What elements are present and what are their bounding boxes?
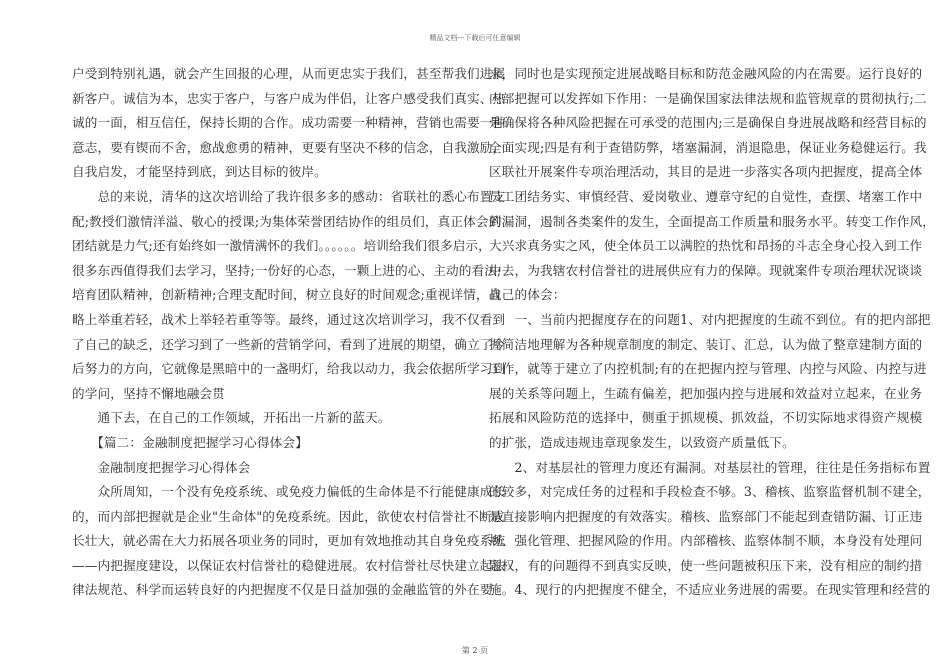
left-column-line: 【篇二：金融制度把握学习心得体会】	[72, 434, 308, 450]
left-column-line: 总的来说，清华的这次培训给了我许很多多的感动：省联社的悉心布置支	[72, 188, 506, 204]
left-column-line: 意志，要有锲而不舍，愈战愈勇的精神，更要有坚决不移的信念，自我激励，	[72, 139, 506, 155]
right-column	[489, 62, 936, 603]
right-column-line: 自己的体会：	[489, 287, 566, 303]
page-header: 精品文档---下载后可任意编辑	[429, 34, 521, 42]
right-column-line: 题权，有的问题得不到真实反映，使一些问题被积压下来，没有相应的制约措	[489, 557, 923, 573]
right-column-line: 的扩张，造成违规违章现象发生，以致资产质量低下。	[489, 434, 795, 450]
left-column-line: 自我启发，才能坚持到底，到达目标的彼岸。	[72, 164, 327, 180]
page-number: 第 2 页	[461, 646, 489, 655]
right-column-line: 展的关系等问题上，生疏有偏差，把加强内控与进展和效益对立起来，在业务	[489, 385, 923, 401]
left-column-line: 新客户。诚信为本，忠实于客户，与客户成为伴侣，让客户感受我们真实、热	[72, 90, 506, 106]
right-column-line: 中去，为我辖农村信誉社的进展供应有力的保障。现就案件专项治理状况谈谈	[489, 262, 923, 278]
right-column-line: 大兴求真务实之风，使全体员工以满腔的热忱和昂扬的斗志全身心投入到工作	[489, 238, 923, 254]
left-column-line: 长壮大，就必需在大力拓展各项业务的同时，更加有效地推动其自身免疫系统	[72, 533, 506, 549]
left-column-line: 的，而内部把握就是企业"生命体"的免疫系统。因此，欲使农村信誉社不断成	[72, 508, 505, 524]
left-column-line: 配;教授们激情洋溢、敬心的授课;为集体荣誉团结协作的组员们，真正体会到	[72, 213, 502, 229]
right-column-line: 内部把握可以发挥如下作用：一是确保国家法律法规和监管规章的贯彻执行;二	[489, 90, 927, 106]
left-column-line: 后努力的方向，它就像是黑暗中的一盏明灯，给我以动力，我会依据所学习到	[72, 361, 506, 377]
left-column-line: 培育团队精神，创新精神;合理支配时间，树立良好的时间观念;重视详情，战	[72, 287, 502, 303]
left-column-line: ——内把握度建设，以保证农村信誉社的稳健进展。农村信誉社尽快建立起法	[72, 557, 506, 573]
right-column-line: 施。4、现行的内把握度不健全，不适应业务进展的需要。在现实管理和经营的	[489, 582, 931, 598]
right-column-line: 的漏洞，遏制各类案件的发生，全面提高工作质量和服务水平。转变工作作风，	[489, 213, 936, 229]
left-column-line: 律法规范、科学而运转良好的内把握度不仅是日益加强的金融监管的外在要	[72, 582, 493, 598]
left-column-line: 金融制度把握学习心得体会	[72, 459, 251, 475]
left-column-line: 户受到特别礼遇，就会产生回报的心理，从而更忠实于我们，甚至帮我们进展	[72, 66, 506, 81]
left-column-line: 诚的一面，相互信任，保持长期的合作。成功需要一种精神，营销也需要一种	[72, 115, 506, 131]
left-column-line: 的学问，坚持不懈地融会贯	[72, 385, 225, 401]
left-column-line: 通下去，在自己的工作领域，开拓出一片新的蓝天。	[72, 410, 391, 426]
right-column-line: 员工团结务实、审慎经营、爱岗敬业、遵章守纪的自觉性，查摆、堵塞工作中	[489, 188, 923, 204]
right-column-line: 是确保将各种风险把握在可承受的范围内;三是确保自身进展战略和经营目标的	[489, 115, 927, 131]
right-column-line: 规、强化管理、把握风险的作用。内部稽核、监察体制不顺，本身没有处理问	[489, 533, 923, 549]
right-column-line: 的较多，对完成任务的过程和手段检查不够。3、稽核、监察监督机制不建全，	[489, 484, 931, 500]
left-column	[72, 62, 506, 603]
right-column-line: 拓展和风险防范的选择中，侧重于抓规模、抓效益，不切实际地求得资产规模	[489, 410, 923, 426]
right-column-line: 全面实现;四是有利于查错防弊，堵塞漏洞，消退隐患，保证业务稳健运行。我	[489, 139, 927, 155]
right-column-line: 握简洁地理解为各种规章制度的制定、装订、汇总，认为做了整章建制方面的	[489, 336, 923, 352]
left-column-line: 略上举重若轻，战术上举轻若重等等。最终，通过这次培训学习，我不仅看到	[72, 311, 506, 327]
right-column-line: 区联社开展案件专项治理活动，其目的是进一步落实各项内把握度，提高全体	[489, 164, 923, 180]
left-column-line: 了自己的缺乏，还学习到了一些新的营销学问，看到了进展的期望，确立了今	[72, 336, 506, 352]
right-column-line: 求，同时也是实现预定进展战略目标和防范金融风险的内在需要。运行良好的	[489, 66, 923, 81]
right-column-line: 一、当前内把握度存在的问题1、对内把握度的生疏不到位。有的把内部把	[489, 311, 931, 327]
right-column-line: 是直接影响内把握度的有效落实。稽核、监察部门不能起到查错防漏、订正违	[489, 508, 923, 524]
right-column-line: 2、对基层社的管理力度还有漏洞。对基层社的管理，往往是任务指标布置	[489, 459, 931, 475]
right-column-line: 工作，就等于建立了内控机制;有的在把握内控与管理、内控与风险、内控与进	[489, 361, 927, 377]
left-column-line: 众所周知，一个没有免疫系统、或免疫力偏低的生命体是不行能健康成长	[72, 484, 506, 500]
left-column-line: 团结就是力气;还有始终如一激情满怀的我们。。。。。。培训给我们很多启示，	[72, 238, 491, 254]
left-column-line: 很多东西值得我们去学习，坚持;一份好的心态，一颗上进的心、主动的看法;	[72, 262, 502, 278]
